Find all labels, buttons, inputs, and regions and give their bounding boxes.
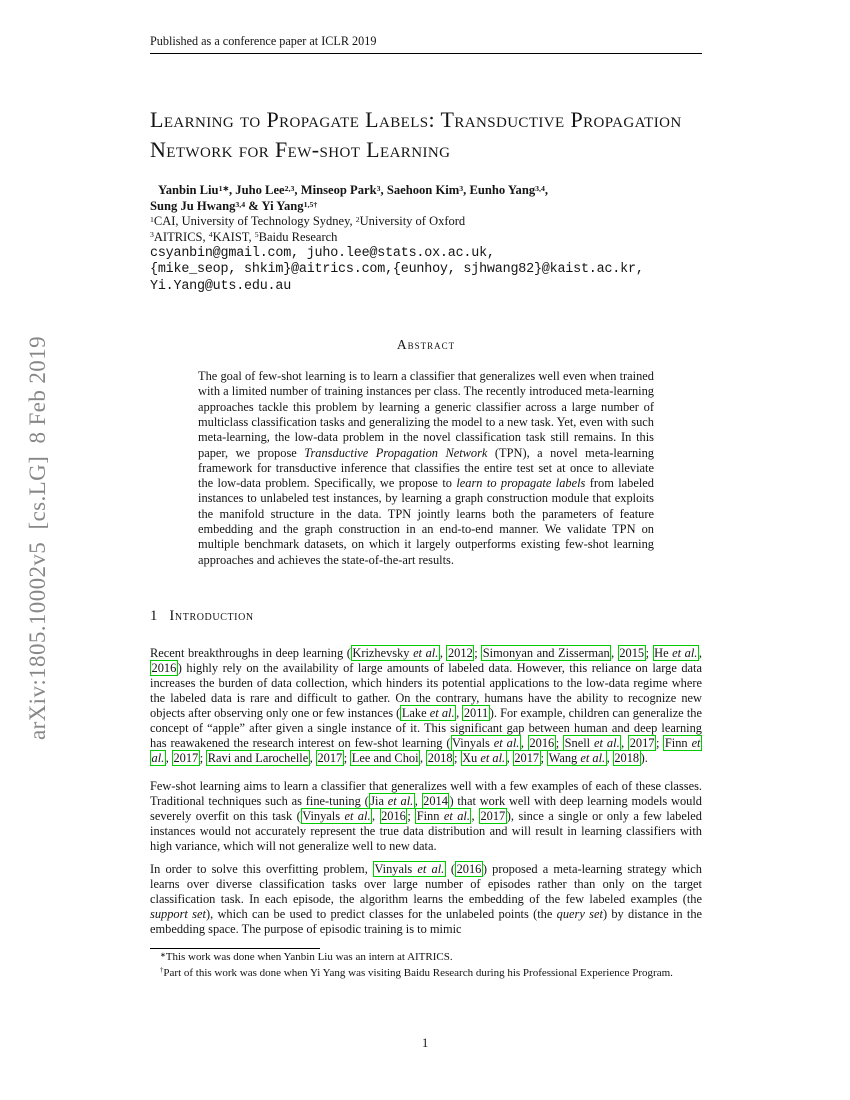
footnote-1: ∗This work was done when Yanbin Liu was an intern at AITRICS. bbox=[160, 950, 453, 963]
affiliation-line-2: $^3$AITRICS, $^4$KAIST, $^5$Baidu Research bbox=[150, 229, 338, 244]
citation-link[interactable]: Simonyan and Zisserman bbox=[482, 645, 610, 660]
author-names-line-2: Sung Ju Hwang$^{3,4}$ & Yi Yang$^{1,5\dagger}$ bbox=[150, 199, 318, 213]
citation-link[interactable]: Vinyals et al. bbox=[374, 861, 445, 876]
citation-link[interactable]: Finn et al. bbox=[416, 808, 470, 823]
citation-link[interactable]: 2015 bbox=[619, 645, 645, 660]
affiliation-line-1: $^1$CAI, University of Technology Sydney, $^2$University of Oxford bbox=[150, 214, 466, 228]
abstract-body: The goal of few-shot learning is to learn a classifier that generalizes well even when trained with a limited number of training instances per class. The recently introduced meta-learning approaches tackle this problem by learning a generic classifier across a large number of multiclass classification tasks and generalizing the model to a new task. Yet, even with such meta-learning, the low-data problem in the novel classification task still remains. In this paper, we propose Transductive Propagation Network (TPN), a novel meta-learning framework for transductive inference that classifies the entire test set at once to alleviate the low-data problem. Specifically, we propose to learn to propagate labels from labeled instances to unlabeled test instances, by learning a graph construction module that exploits the manifold structure in the data. TPN jointly learns both the parameters of feature embedding and the graph construction in an end-to-end manner. We validate TPN on multiple benchmark datasets, on which it largely outperforms existing few-shot learning approaches and achieves the state-of-the-art results. bbox=[198, 369, 654, 567]
citation-link[interactable]: 2017 bbox=[317, 750, 343, 765]
intro-paragraph-1: Recent breakthroughs in deep learning ( Krizhevsky et al. , 2012 ; Simonyan and Zisserman , 2015 ; He et al. , 2016 ) highly rely on the availability of large amounts of labeled data. However, this reliance on large data increases the burden of data collection, which hinders its potential applications to the low-data regime where the labeled data is rare and difficult to gather. On the contrary, humans have the ability to recognize new objects after observing only one or few instances ( Lake et al. , 2011 ). For example, children can generalize the concept of “apple” after given a single instance of it. This significant gap between human and deep learning has reawakened the research interest on few-shot learning ( Vinyals et al. , 2016 ; Snell et al. , 2017 ; Finn et al. , 2017 ; Ravi and Larochelle , 2017 ; Lee and Choi , 2018 ; Xu et al. , 2017 ; Wang et al. , 2018 ). bbox=[150, 645, 703, 765]
citation-link[interactable]: Finn et al. bbox=[151, 735, 701, 765]
citation-link[interactable]: Krizhevsky et al. bbox=[352, 645, 439, 660]
citation-link[interactable]: 2014 bbox=[423, 793, 448, 808]
citation-link[interactable]: 2017 bbox=[173, 750, 199, 765]
author-email-line-3: Yi.Yang@uts.edu.au bbox=[150, 278, 292, 294]
section-title: Introduction bbox=[169, 607, 254, 624]
section-number: 1 bbox=[150, 607, 158, 624]
footnote-rule bbox=[150, 948, 320, 949]
citation-link[interactable]: Vinyals et al. bbox=[302, 808, 371, 823]
citation-link[interactable]: Jia et al. bbox=[370, 793, 414, 808]
header-rule bbox=[150, 53, 702, 54]
author-block bbox=[150, 182, 702, 295]
citation-link[interactable]: 2016 bbox=[151, 660, 177, 675]
citation-link[interactable]: Vinyals et al. bbox=[452, 735, 520, 750]
footnote-2: †Part of this work was done when Yi Yang was visiting Baidu Research during his Professional Experience Program. bbox=[160, 966, 673, 979]
content-column bbox=[150, 0, 702, 980]
header-conference-note: Published as a conference paper at ICLR 2019 bbox=[150, 34, 377, 48]
citation-link[interactable]: 2016 bbox=[529, 735, 555, 750]
citation-link[interactable]: 2018 bbox=[614, 750, 640, 765]
citation-link[interactable]: Wang et al. bbox=[548, 750, 606, 765]
author-email-line-1: csyanbin@gmail.com, juho.lee@stats.ox.ac.uk, bbox=[150, 245, 495, 261]
citation-link[interactable]: 2017 bbox=[480, 808, 506, 823]
citation-link[interactable]: 2016 bbox=[381, 808, 406, 823]
arxiv-watermark: arXiv:1805.10002v5 [cs.LG] 8 Feb 2019 bbox=[25, 336, 50, 740]
citation-link[interactable]: Snell et al. bbox=[564, 735, 620, 750]
citation-link[interactable]: 2016 bbox=[456, 861, 482, 876]
citation-link[interactable]: Ravi and Larochelle bbox=[207, 750, 309, 765]
citation-link[interactable]: Lee and Choi bbox=[351, 750, 419, 765]
abstract-heading: Abstract bbox=[396, 337, 456, 353]
citation-link[interactable]: 2018 bbox=[427, 750, 453, 765]
citation-link[interactable]: 2012 bbox=[447, 645, 473, 660]
section-heading-introduction bbox=[150, 608, 702, 625]
citation-link[interactable]: Xu et al. bbox=[462, 750, 506, 765]
citation-link[interactable]: He et al. bbox=[654, 645, 698, 660]
author-email-line-2: {mike_seop, shkim}@aitrics.com,{eunhoy, sjhwang82}@kaist.ac.kr, bbox=[150, 262, 644, 278]
paper-title: Learning to Propagate Labels: Transductive Propagation Network for Few-shot Learning bbox=[150, 107, 682, 162]
citation-link[interactable]: 2017 bbox=[514, 750, 540, 765]
page-number: 1 bbox=[422, 1036, 429, 1050]
intro-paragraph-3: In order to solve this overfitting problem, Vinyals et al. ( 2016 ) proposed a meta-learning strategy which learns over diverse classification tasks over large number of episodes rather than only on the target classification task. In each episode, the algorithm learns the embedding of the few labeled examples (the support set), which can be used to predict classes for the unlabeled points (the query set) by distance in the embedding space. The purpose of episodic training is to mimic bbox=[150, 861, 703, 936]
author-names-line-1: Yanbin Liu$^{1∗}$, Juho Lee$^{2,3}$, Minseop Park$^3$, Saehoon Kim$^3$, Eunho Yang$^{3,4}$, bbox=[158, 183, 549, 197]
citation-link[interactable]: Lake et al. bbox=[401, 705, 455, 720]
citation-link[interactable]: 2011 bbox=[463, 705, 489, 720]
citation-link[interactable]: 2017 bbox=[629, 735, 655, 750]
intro-paragraph-2: Few-shot learning aims to learn a classifier that generalizes well with a few examples of each of these classes. Traditional techniques such as fine-tuning ( Jia et al. , 2014 ) that work well with deep learning models would severely overfit on this task ( Vinyals et al. , 2016 ; Finn et al. , 2017 ), since a single or only a few labeled instances would not accurately represent the true data distribution and will result in learning classifiers with high variance, which will not generalize well to new data. bbox=[150, 778, 702, 853]
